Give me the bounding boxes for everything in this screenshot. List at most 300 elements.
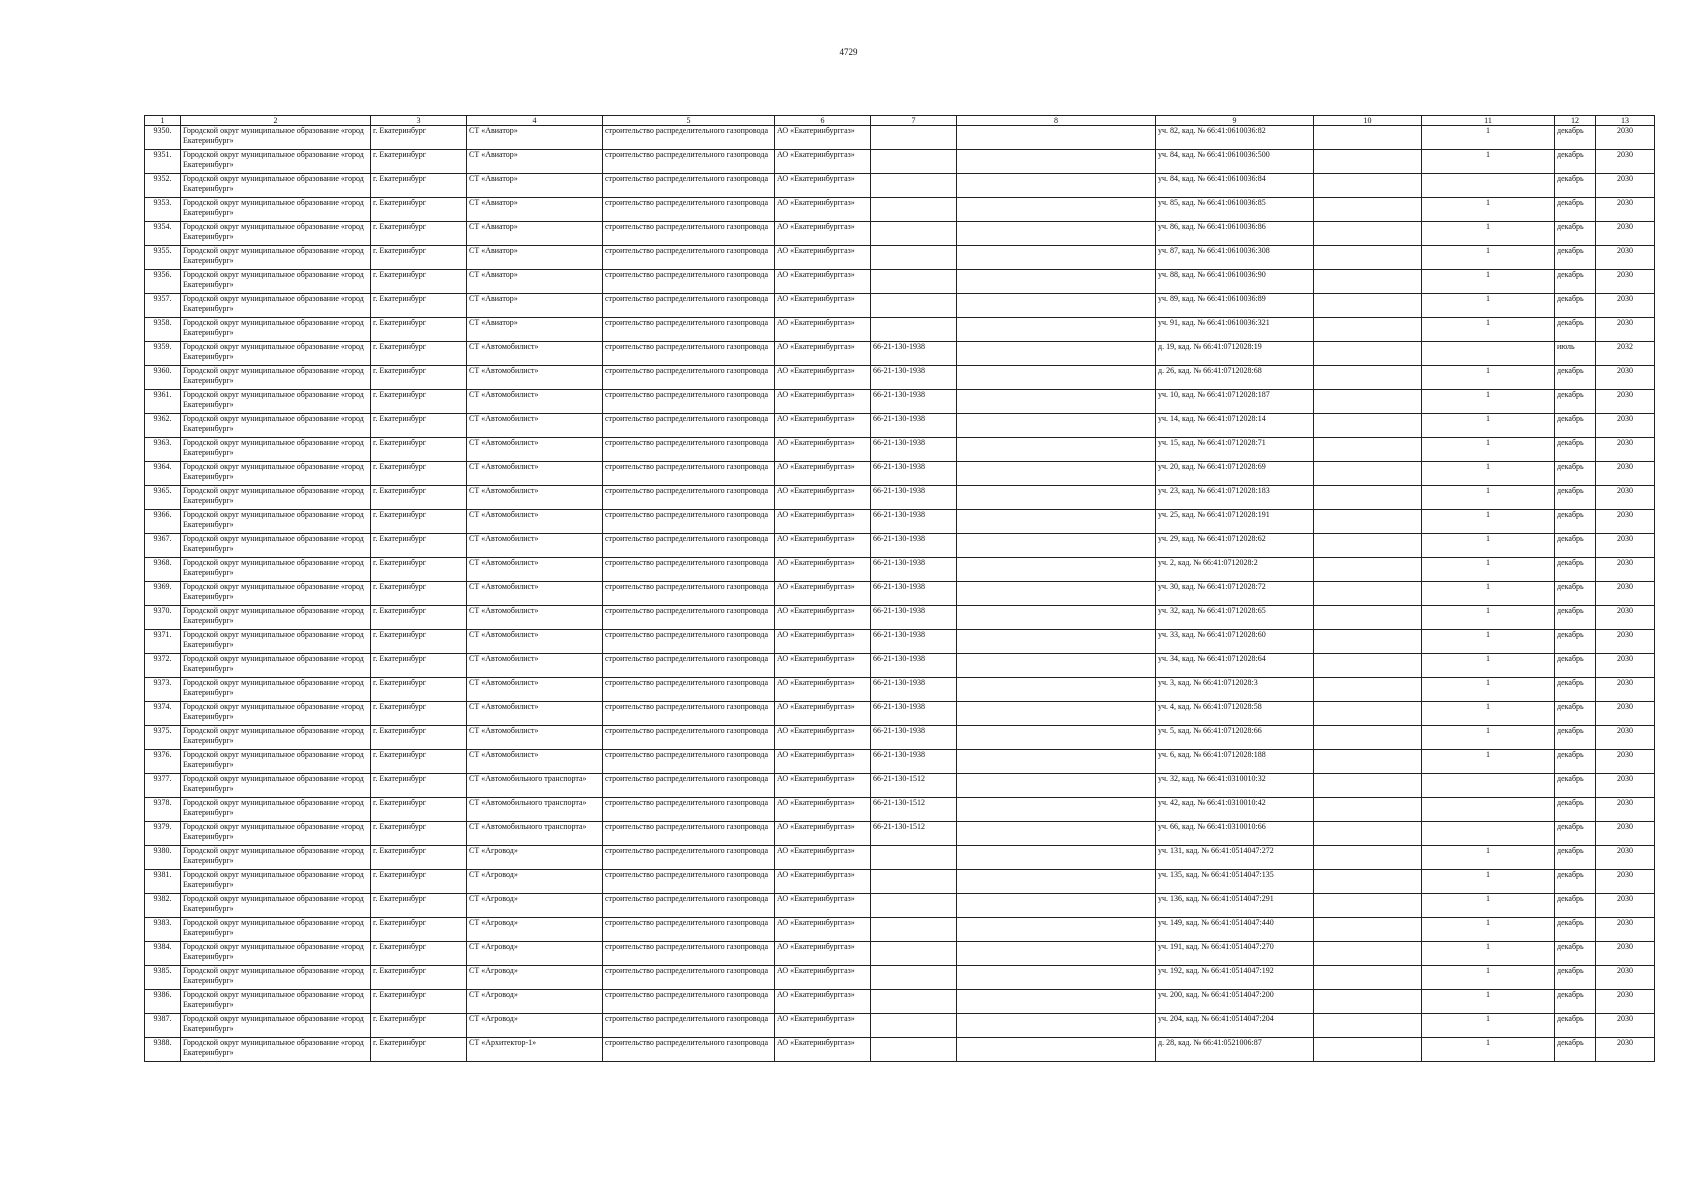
cell-row-number: 9363.	[145, 438, 181, 462]
cell-operator: АО «Екатеринбурггаз»	[775, 990, 871, 1014]
cell-locality: г. Екатеринбург	[371, 702, 467, 726]
cell-year: 2030	[1596, 294, 1655, 318]
cell-project-code	[871, 1014, 957, 1038]
cell-col-10	[1314, 726, 1422, 750]
cell-col-8	[957, 822, 1156, 846]
table-row	[145, 942, 1655, 966]
cell-locality: г. Екатеринбург	[371, 558, 467, 582]
cell-row-number: 9378.	[145, 798, 181, 822]
cell-locality: г. Екатеринбург	[371, 1038, 467, 1062]
cell-count: 1	[1422, 270, 1555, 294]
cell-col-8	[957, 270, 1156, 294]
cell-month: декабрь	[1555, 774, 1596, 798]
cell-month: декабрь	[1555, 582, 1596, 606]
cell-col-10	[1314, 678, 1422, 702]
cell-row-number: 9358.	[145, 318, 181, 342]
cell-month: декабрь	[1555, 126, 1596, 150]
cell-year: 2030	[1596, 558, 1655, 582]
cell-count: 1	[1422, 678, 1555, 702]
cell-year: 2030	[1596, 198, 1655, 222]
cell-col-10	[1314, 750, 1422, 774]
cell-col-10	[1314, 366, 1422, 390]
cell-count: 1	[1422, 846, 1555, 870]
cell-locality: г. Екатеринбург	[371, 918, 467, 942]
cell-count: 1	[1422, 702, 1555, 726]
cell-col-10	[1314, 630, 1422, 654]
cell-garden-partnership: СТ «Автомобилист»	[467, 630, 603, 654]
cell-year: 2030	[1596, 942, 1655, 966]
cell-row-number: 9380.	[145, 846, 181, 870]
cell-owner: Городской округ муниципальное образование «город Екатеринбург»	[181, 870, 371, 894]
cell-col-10	[1314, 894, 1422, 918]
cell-col-8	[957, 798, 1156, 822]
cell-count: 1	[1422, 198, 1555, 222]
cell-col-8	[957, 774, 1156, 798]
cell-project-code: 66-21-130-1938	[871, 534, 957, 558]
cell-project-code: 66-21-130-1938	[871, 390, 957, 414]
table-row	[145, 246, 1655, 270]
cell-col-8	[957, 726, 1156, 750]
cell-plot-cadastral: уч. 66, кад. № 66:41:0310010:66	[1156, 822, 1314, 846]
cell-locality: г. Екатеринбург	[371, 174, 467, 198]
cell-col-10	[1314, 822, 1422, 846]
cell-year: 2030	[1596, 606, 1655, 630]
cell-month: декабрь	[1555, 438, 1596, 462]
cell-col-8	[957, 678, 1156, 702]
cell-garden-partnership: СТ «Агровод»	[467, 990, 603, 1014]
cell-year: 2030	[1596, 174, 1655, 198]
cell-year: 2030	[1596, 918, 1655, 942]
cell-plot-cadastral: уч. 15, кад. № 66:41:0712028:71	[1156, 438, 1314, 462]
cell-locality: г. Екатеринбург	[371, 222, 467, 246]
cell-operator: АО «Екатеринбурггаз»	[775, 366, 871, 390]
cell-operator: АО «Екатеринбурггаз»	[775, 630, 871, 654]
cell-month: декабрь	[1555, 174, 1596, 198]
cell-operator: АО «Екатеринбурггаз»	[775, 582, 871, 606]
cell-row-number: 9351.	[145, 150, 181, 174]
cell-year: 2030	[1596, 534, 1655, 558]
cell-operator: АО «Екатеринбурггаз»	[775, 678, 871, 702]
table-row	[145, 270, 1655, 294]
cell-count: 1	[1422, 1038, 1555, 1062]
cell-work-type: строительство распределительного газопровода	[603, 486, 775, 510]
cell-col-10	[1314, 198, 1422, 222]
cell-row-number: 9359.	[145, 342, 181, 366]
cell-col-10	[1314, 990, 1422, 1014]
cell-locality: г. Екатеринбург	[371, 798, 467, 822]
cell-year: 2030	[1596, 630, 1655, 654]
cell-count: 1	[1422, 150, 1555, 174]
cell-col-8	[957, 198, 1156, 222]
cell-month: декабрь	[1555, 798, 1596, 822]
cell-work-type: строительство распределительного газопровода	[603, 294, 775, 318]
cell-locality: г. Екатеринбург	[371, 726, 467, 750]
cell-garden-partnership: СТ «Агровод»	[467, 846, 603, 870]
cell-col-10	[1314, 438, 1422, 462]
cell-year: 2030	[1596, 702, 1655, 726]
cell-garden-partnership: СТ «Автомобилист»	[467, 726, 603, 750]
cell-col-8	[957, 1038, 1156, 1062]
cell-work-type: строительство распределительного газопровода	[603, 750, 775, 774]
cell-work-type: строительство распределительного газопровода	[603, 918, 775, 942]
cell-col-8	[957, 606, 1156, 630]
table-row	[145, 198, 1655, 222]
cell-row-number: 9352.	[145, 174, 181, 198]
cell-work-type: строительство распределительного газопровода	[603, 126, 775, 150]
cell-owner: Городской округ муниципальное образование «город Екатеринбург»	[181, 222, 371, 246]
table-row	[145, 582, 1655, 606]
cell-locality: г. Екатеринбург	[371, 774, 467, 798]
cell-project-code: 66-21-130-1938	[871, 510, 957, 534]
cell-operator: АО «Екатеринбурггаз»	[775, 174, 871, 198]
cell-operator: АО «Екатеринбурггаз»	[775, 774, 871, 798]
cell-owner: Городской округ муниципальное образование «город Екатеринбург»	[181, 294, 371, 318]
cell-plot-cadastral: уч. 10, кад. № 66:41:0712028:187	[1156, 390, 1314, 414]
cell-col-10	[1314, 774, 1422, 798]
cell-plot-cadastral: уч. 84, кад. № 66:41:0610036:500	[1156, 150, 1314, 174]
cell-month: декабрь	[1555, 246, 1596, 270]
cell-operator: АО «Екатеринбурггаз»	[775, 870, 871, 894]
cell-locality: г. Екатеринбург	[371, 534, 467, 558]
cell-plot-cadastral: уч. 85, кад. № 66:41:0610036:85	[1156, 198, 1314, 222]
cell-col-10	[1314, 942, 1422, 966]
cell-month: декабрь	[1555, 894, 1596, 918]
table-row	[145, 558, 1655, 582]
column-number-2: 2	[181, 116, 371, 126]
cell-garden-partnership: СТ «Автомобильного транспорта»	[467, 774, 603, 798]
table-row	[145, 870, 1655, 894]
cell-owner: Городской округ муниципальное образование «город Екатеринбург»	[181, 678, 371, 702]
cell-col-10	[1314, 318, 1422, 342]
cell-work-type: строительство распределительного газопровода	[603, 798, 775, 822]
cell-operator: АО «Екатеринбурггаз»	[775, 150, 871, 174]
cell-garden-partnership: СТ «Авиатор»	[467, 294, 603, 318]
cell-count: 1	[1422, 918, 1555, 942]
table-row	[145, 486, 1655, 510]
cell-col-8	[957, 462, 1156, 486]
cell-project-code: 66-21-130-1938	[871, 750, 957, 774]
cell-year: 2030	[1596, 774, 1655, 798]
cell-plot-cadastral: уч. 20, кад. № 66:41:0712028:69	[1156, 462, 1314, 486]
cell-count: 1	[1422, 462, 1555, 486]
cell-plot-cadastral: уч. 5, кад. № 66:41:0712028:66	[1156, 726, 1314, 750]
table-row	[145, 150, 1655, 174]
cell-month: декабрь	[1555, 966, 1596, 990]
cell-year: 2030	[1596, 126, 1655, 150]
cell-locality: г. Екатеринбург	[371, 318, 467, 342]
cell-row-number: 9377.	[145, 774, 181, 798]
cell-operator: АО «Екатеринбурггаз»	[775, 726, 871, 750]
cell-work-type: строительство распределительного газопровода	[603, 1038, 775, 1062]
cell-operator: АО «Екатеринбурггаз»	[775, 894, 871, 918]
cell-col-10	[1314, 222, 1422, 246]
cell-col-8	[957, 942, 1156, 966]
cell-work-type: строительство распределительного газопровода	[603, 894, 775, 918]
cell-count	[1422, 774, 1555, 798]
cell-project-code	[871, 174, 957, 198]
cell-row-number: 9388.	[145, 1038, 181, 1062]
cell-count: 1	[1422, 942, 1555, 966]
cell-col-8	[957, 750, 1156, 774]
cell-operator: АО «Екатеринбурггаз»	[775, 534, 871, 558]
cell-col-10	[1314, 270, 1422, 294]
cell-work-type: строительство распределительного газопровода	[603, 342, 775, 366]
cell-row-number: 9371.	[145, 630, 181, 654]
column-number-4: 4	[467, 116, 603, 126]
cell-project-code: 66-21-130-1938	[871, 342, 957, 366]
cell-col-10	[1314, 846, 1422, 870]
cell-project-code	[871, 894, 957, 918]
cell-count: 1	[1422, 654, 1555, 678]
cell-col-8	[957, 174, 1156, 198]
cell-row-number: 9364.	[145, 462, 181, 486]
cell-locality: г. Екатеринбург	[371, 582, 467, 606]
cell-project-code: 66-21-130-1938	[871, 414, 957, 438]
cell-col-8	[957, 558, 1156, 582]
table-row	[145, 966, 1655, 990]
cell-work-type: строительство распределительного газопровода	[603, 846, 775, 870]
table-row	[145, 534, 1655, 558]
cell-count: 1	[1422, 366, 1555, 390]
cell-operator: АО «Екатеринбурггаз»	[775, 654, 871, 678]
column-number-row	[145, 116, 1655, 126]
cell-col-10	[1314, 174, 1422, 198]
cell-year: 2030	[1596, 270, 1655, 294]
cell-locality: г. Екатеринбург	[371, 510, 467, 534]
cell-garden-partnership: СТ «Агровод»	[467, 870, 603, 894]
cell-garden-partnership: СТ «Автомобилист»	[467, 702, 603, 726]
table-row	[145, 342, 1655, 366]
register-table	[144, 115, 1655, 1062]
cell-row-number: 9368.	[145, 558, 181, 582]
cell-month: декабрь	[1555, 534, 1596, 558]
cell-col-10	[1314, 1014, 1422, 1038]
cell-garden-partnership: СТ «Архитектор-1»	[467, 1038, 603, 1062]
cell-locality: г. Екатеринбург	[371, 150, 467, 174]
cell-year: 2030	[1596, 750, 1655, 774]
cell-garden-partnership: СТ «Автомобилист»	[467, 510, 603, 534]
cell-col-8	[957, 366, 1156, 390]
cell-plot-cadastral: уч. 2, кад. № 66:41:0712028:2	[1156, 558, 1314, 582]
cell-locality: г. Екатеринбург	[371, 246, 467, 270]
cell-operator: АО «Екатеринбурггаз»	[775, 702, 871, 726]
table-row	[145, 510, 1655, 534]
cell-plot-cadastral: уч. 200, кад. № 66:41:0514047:200	[1156, 990, 1314, 1014]
cell-work-type: строительство распределительного газопровода	[603, 606, 775, 630]
column-number-11: 11	[1422, 116, 1555, 126]
cell-project-code: 66-21-130-1938	[871, 606, 957, 630]
cell-locality: г. Екатеринбург	[371, 198, 467, 222]
cell-operator: АО «Екатеринбурггаз»	[775, 438, 871, 462]
cell-work-type: строительство распределительного газопровода	[603, 966, 775, 990]
column-number-13: 13	[1596, 116, 1655, 126]
table-row	[145, 654, 1655, 678]
column-number-12: 12	[1555, 116, 1596, 126]
cell-owner: Городской округ муниципальное образование «город Екатеринбург»	[181, 798, 371, 822]
cell-col-8	[957, 1014, 1156, 1038]
cell-work-type: строительство распределительного газопровода	[603, 414, 775, 438]
cell-col-10	[1314, 606, 1422, 630]
cell-month: декабрь	[1555, 462, 1596, 486]
cell-project-code	[871, 150, 957, 174]
cell-garden-partnership: СТ «Агровод»	[467, 942, 603, 966]
cell-col-10	[1314, 486, 1422, 510]
cell-col-10	[1314, 558, 1422, 582]
cell-count: 1	[1422, 1014, 1555, 1038]
cell-plot-cadastral: уч. 86, кад. № 66:41:0610036:86	[1156, 222, 1314, 246]
cell-locality: г. Екатеринбург	[371, 678, 467, 702]
cell-garden-partnership: СТ «Авиатор»	[467, 270, 603, 294]
cell-owner: Городской округ муниципальное образование «город Екатеринбург»	[181, 462, 371, 486]
cell-project-code: 66-21-130-1938	[871, 438, 957, 462]
column-number-8: 8	[957, 116, 1156, 126]
cell-col-8	[957, 486, 1156, 510]
cell-operator: АО «Екатеринбурггаз»	[775, 318, 871, 342]
cell-project-code	[871, 294, 957, 318]
cell-row-number: 9374.	[145, 702, 181, 726]
cell-work-type: строительство распределительного газопровода	[603, 990, 775, 1014]
cell-operator: АО «Екатеринбурггаз»	[775, 486, 871, 510]
cell-year: 2030	[1596, 654, 1655, 678]
cell-project-code: 66-21-130-1938	[871, 366, 957, 390]
cell-locality: г. Екатеринбург	[371, 966, 467, 990]
cell-plot-cadastral: уч. 192, кад. № 66:41:0514047:192	[1156, 966, 1314, 990]
cell-work-type: строительство распределительного газопровода	[603, 558, 775, 582]
cell-work-type: строительство распределительного газопровода	[603, 174, 775, 198]
cell-project-code: 66-21-130-1938	[871, 726, 957, 750]
cell-garden-partnership: СТ «Агровод»	[467, 966, 603, 990]
cell-work-type: строительство распределительного газопровода	[603, 1014, 775, 1038]
cell-owner: Городской округ муниципальное образование «город Екатеринбург»	[181, 198, 371, 222]
cell-row-number: 9376.	[145, 750, 181, 774]
cell-locality: г. Екатеринбург	[371, 894, 467, 918]
cell-col-10	[1314, 510, 1422, 534]
cell-count: 1	[1422, 558, 1555, 582]
cell-work-type: строительство распределительного газопровода	[603, 270, 775, 294]
table-row	[145, 678, 1655, 702]
cell-month: декабрь	[1555, 870, 1596, 894]
cell-month: декабрь	[1555, 702, 1596, 726]
cell-row-number: 9373.	[145, 678, 181, 702]
cell-garden-partnership: СТ «Авиатор»	[467, 198, 603, 222]
cell-owner: Городской округ муниципальное образование «город Екатеринбург»	[181, 414, 371, 438]
cell-project-code	[871, 198, 957, 222]
cell-garden-partnership: СТ «Автомобилист»	[467, 750, 603, 774]
cell-owner: Городской округ муниципальное образование «город Екатеринбург»	[181, 942, 371, 966]
table-row	[145, 990, 1655, 1014]
cell-count: 1	[1422, 438, 1555, 462]
cell-garden-partnership: СТ «Авиатор»	[467, 150, 603, 174]
cell-operator: АО «Екатеринбурггаз»	[775, 342, 871, 366]
table-body	[145, 126, 1655, 1062]
cell-locality: г. Екатеринбург	[371, 822, 467, 846]
cell-owner: Городской округ муниципальное образование «город Екатеринбург»	[181, 1014, 371, 1038]
cell-project-code	[871, 1038, 957, 1062]
cell-col-8	[957, 582, 1156, 606]
cell-owner: Городской округ муниципальное образование «город Екатеринбург»	[181, 774, 371, 798]
cell-plot-cadastral: уч. 25, кад. № 66:41:0712028:191	[1156, 510, 1314, 534]
table-row	[145, 318, 1655, 342]
cell-year: 2030	[1596, 390, 1655, 414]
table-row	[145, 798, 1655, 822]
cell-row-number: 9383.	[145, 918, 181, 942]
column-number-7: 7	[871, 116, 957, 126]
cell-count: 1	[1422, 894, 1555, 918]
cell-plot-cadastral: уч. 32, кад. № 66:41:0712028:65	[1156, 606, 1314, 630]
cell-locality: г. Екатеринбург	[371, 990, 467, 1014]
cell-operator: АО «Екатеринбурггаз»	[775, 846, 871, 870]
cell-locality: г. Екатеринбург	[371, 654, 467, 678]
cell-col-8	[957, 438, 1156, 462]
cell-month: декабрь	[1555, 558, 1596, 582]
cell-work-type: строительство распределительного газопровода	[603, 366, 775, 390]
cell-owner: Городской округ муниципальное образование «город Екатеринбург»	[181, 726, 371, 750]
cell-owner: Городской округ муниципальное образование «город Екатеринбург»	[181, 558, 371, 582]
cell-year: 2030	[1596, 678, 1655, 702]
cell-project-code: 66-21-130-1938	[871, 486, 957, 510]
table-row	[145, 630, 1655, 654]
cell-operator: АО «Екатеринбурггаз»	[775, 126, 871, 150]
cell-month: декабрь	[1555, 654, 1596, 678]
cell-locality: г. Екатеринбург	[371, 486, 467, 510]
cell-owner: Городской округ муниципальное образование «город Екатеринбург»	[181, 534, 371, 558]
cell-month: декабрь	[1555, 846, 1596, 870]
cell-owner: Городской округ муниципальное образование «город Екатеринбург»	[181, 150, 371, 174]
cell-owner: Городской округ муниципальное образование «город Екатеринбург»	[181, 702, 371, 726]
cell-work-type: строительство распределительного газопровода	[603, 822, 775, 846]
cell-owner: Городской округ муниципальное образование «город Екатеринбург»	[181, 270, 371, 294]
cell-count: 1	[1422, 390, 1555, 414]
cell-owner: Городской округ муниципальное образование «город Екатеринбург»	[181, 654, 371, 678]
cell-garden-partnership: СТ «Автомобильного транспорта»	[467, 798, 603, 822]
cell-locality: г. Екатеринбург	[371, 126, 467, 150]
cell-plot-cadastral: уч. 6, кад. № 66:41:0712028:188	[1156, 750, 1314, 774]
cell-owner: Городской округ муниципальное образование «город Екатеринбург»	[181, 606, 371, 630]
cell-locality: г. Екатеринбург	[371, 846, 467, 870]
cell-plot-cadastral: уч. 136, кад. № 66:41:0514047:291	[1156, 894, 1314, 918]
cell-owner: Городской округ муниципальное образование «город Екатеринбург»	[181, 1038, 371, 1062]
cell-operator: АО «Екатеринбурггаз»	[775, 294, 871, 318]
cell-garden-partnership: СТ «Автомобилист»	[467, 558, 603, 582]
cell-month: декабрь	[1555, 606, 1596, 630]
cell-count: 1	[1422, 486, 1555, 510]
cell-owner: Городской округ муниципальное образование «город Екатеринбург»	[181, 438, 371, 462]
cell-col-10	[1314, 870, 1422, 894]
cell-operator: АО «Екатеринбурггаз»	[775, 822, 871, 846]
cell-year: 2030	[1596, 462, 1655, 486]
cell-month: декабрь	[1555, 222, 1596, 246]
cell-year: 2030	[1596, 846, 1655, 870]
cell-col-10	[1314, 654, 1422, 678]
cell-locality: г. Екатеринбург	[371, 942, 467, 966]
cell-locality: г. Екатеринбург	[371, 1014, 467, 1038]
cell-work-type: строительство распределительного газопровода	[603, 150, 775, 174]
cell-plot-cadastral: д. 26, кад. № 66:41:0712028:68	[1156, 366, 1314, 390]
cell-project-code: 66-21-130-1938	[871, 702, 957, 726]
cell-locality: г. Екатеринбург	[371, 870, 467, 894]
cell-locality: г. Екатеринбург	[371, 366, 467, 390]
cell-plot-cadastral: уч. 149, кад. № 66:41:0514047:440	[1156, 918, 1314, 942]
cell-owner: Городской округ муниципальное образование «город Екатеринбург»	[181, 366, 371, 390]
cell-plot-cadastral: уч. 32, кад. № 66:41:0310010:32	[1156, 774, 1314, 798]
cell-col-8	[957, 966, 1156, 990]
cell-plot-cadastral: уч. 89, кад. № 66:41:0610036:89	[1156, 294, 1314, 318]
cell-operator: АО «Екатеринбурггаз»	[775, 558, 871, 582]
cell-garden-partnership: СТ «Автомобилист»	[467, 462, 603, 486]
cell-row-number: 9354.	[145, 222, 181, 246]
cell-project-code	[871, 966, 957, 990]
cell-year: 2030	[1596, 870, 1655, 894]
